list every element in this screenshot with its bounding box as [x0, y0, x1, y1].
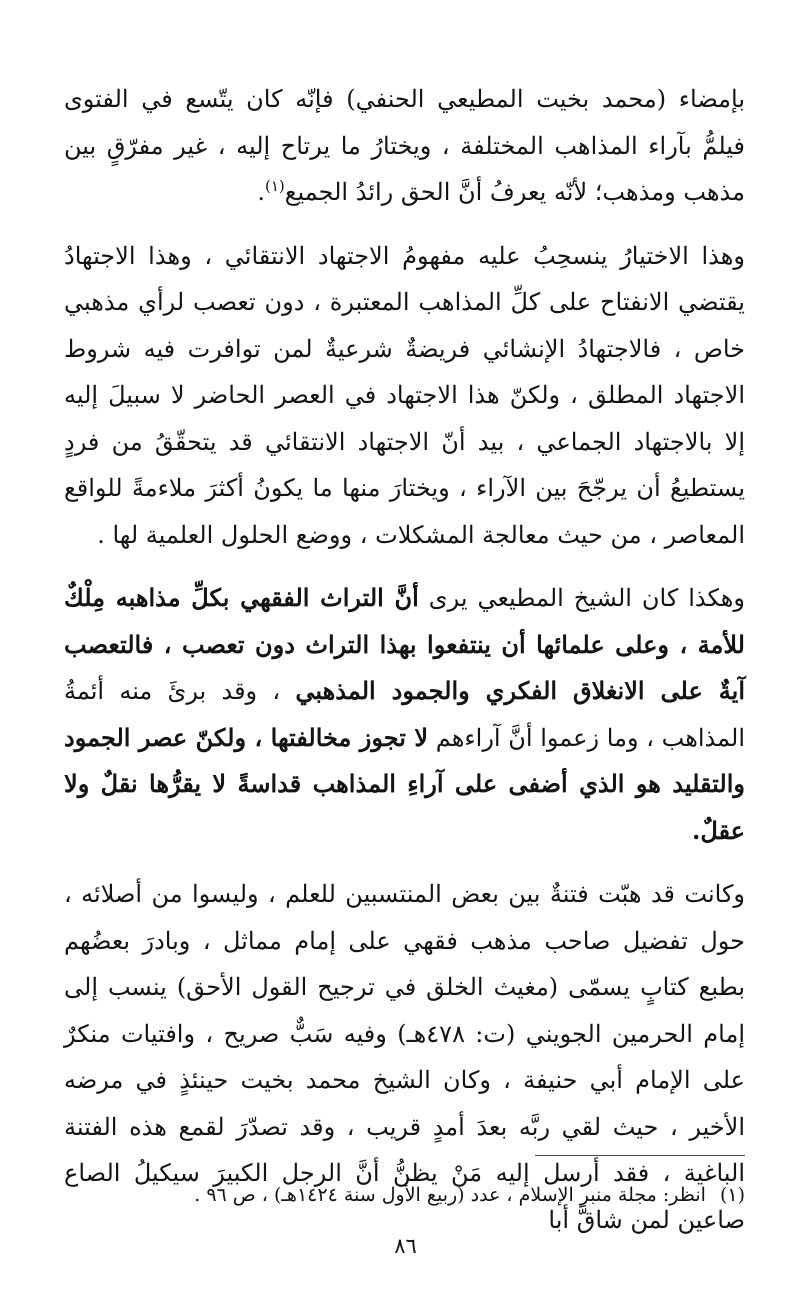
paragraph-1-text: بإمضاء (محمد بخيت المطيعي الحنفي) فإنّه كان يتّسع في الفتوى فيلمُّ بآراء المذاهب المختلفة ، ويختارُ ما يرتاح إليه ، غير مفرّقٍ بين مذهب ومذهب؛ لأنّه يعرفُ أنَّ الحق رائدُ الجميع: [64, 85, 745, 206]
paragraph-1: [64, 76, 745, 216]
paragraph-2: [64, 233, 745, 559]
footnote-text: انظر: مجلة منبر الإسلام ، عدد (ربيع الأول سنة ١٤٢٤هـ) ، ص ٩٦ .: [194, 1184, 706, 1206]
paragraph-2-text: وهذا الاختيارُ ينسحِبُ عليه مفهومُ الاجتهاد الانتقائي ، وهذا الاجتهادُ يقتضي الانفتاح على كلِّ المذاهب المعتبرة ، دون تعصب لرأي مذهبي خاص ، فالاجتهادُ الإنشائي فريضةٌ شرعيةٌ لمن توافرت فيه شروط الاجتهاد المطلق ، ولكنّ هذا الاجتهاد في العصر الحاضر لا سبيلَ إليه إلا بالاجتهاد الجماعي ، بيد أنّ الاجتهاد الانتقائي قد يتحقّقُ من فردٍ يستطيعُ أن يرجّحَ بين الآراء ، ويختارَ منها ما يكونُ أكثرَ ملاءمةً للواقع المعاصر ، من حيث معالجة المشكلات ، ووضع الحلول العلمية لها .: [64, 241, 745, 549]
paragraph-1-trailing: .: [257, 178, 265, 206]
paragraph-3-bold-1: أنَّ التراث الفقهي بكلِّ مذاهبه مِلْكٌ للأمة ، وعلى علمائها أن ينتفعوا بهذا التراث دون تعصب ، فالتعصب آيةٌ على الانغلاق الفكري والجمود المذهبي: [64, 583, 745, 705]
footnote-reference[interactable]: (١): [264, 177, 285, 195]
paragraph-3-bold-2: لا تجوز مخالفتها ، ولكنّ عصر الجمود والتقليد هو الذي أضفى على آراءِ المذاهب قداسةً لا يقرُّها نقلٌ ولا عقلٌ: [64, 722, 745, 845]
page-number: ٨٦: [394, 1234, 417, 1258]
footnote: [66, 1180, 745, 1210]
paragraph-3-trailing: .: [692, 815, 701, 845]
footnote-divider: [535, 1155, 745, 1156]
paragraph-4-text: وكانت قد هبّت فتنةٌ بين بعض المنتسبين للعلم ، وليسوا من أصلائه ، حول تفضيل صاحب مذهب فقهي على إمام مماثل ، وبادرَ بعضُهم بطبع كتابٍ يسمّى (مغيث الخلق في ترجيح القول الأحق) ينسب إلى إمام الحرمين الجويني (ت: ٤٧٨هـ) وفيه سَبٌّ صريح ، وافتيات منكرٌ على الإمام أبي حنيفة ، وكان الشيخ محمد بخيت حينئذٍ في مرضه الأخير ، حيث لقي ربَّه بعدَ أمدٍ قريب ، وقد تصدّرَ لقمع هذه الفتنة الباغية ، فقد أرسل إليه مَنْ يظنُّ أنَّ الرجل الكبيرَ سيكيلُ الصاع صاعين لمن شاقَّ أبا: [64, 880, 745, 1234]
footnote-marker: (١): [719, 1184, 745, 1206]
paragraph-3-middle: ، وقد برئَ منه أئمةُ المذاهب ، وما زعموا أنَّ آراءهم: [64, 677, 745, 752]
paragraph-3: [64, 575, 745, 854]
paragraph-3-lead: وهكذا كان الشيخ المطيعي يرى: [418, 584, 745, 612]
